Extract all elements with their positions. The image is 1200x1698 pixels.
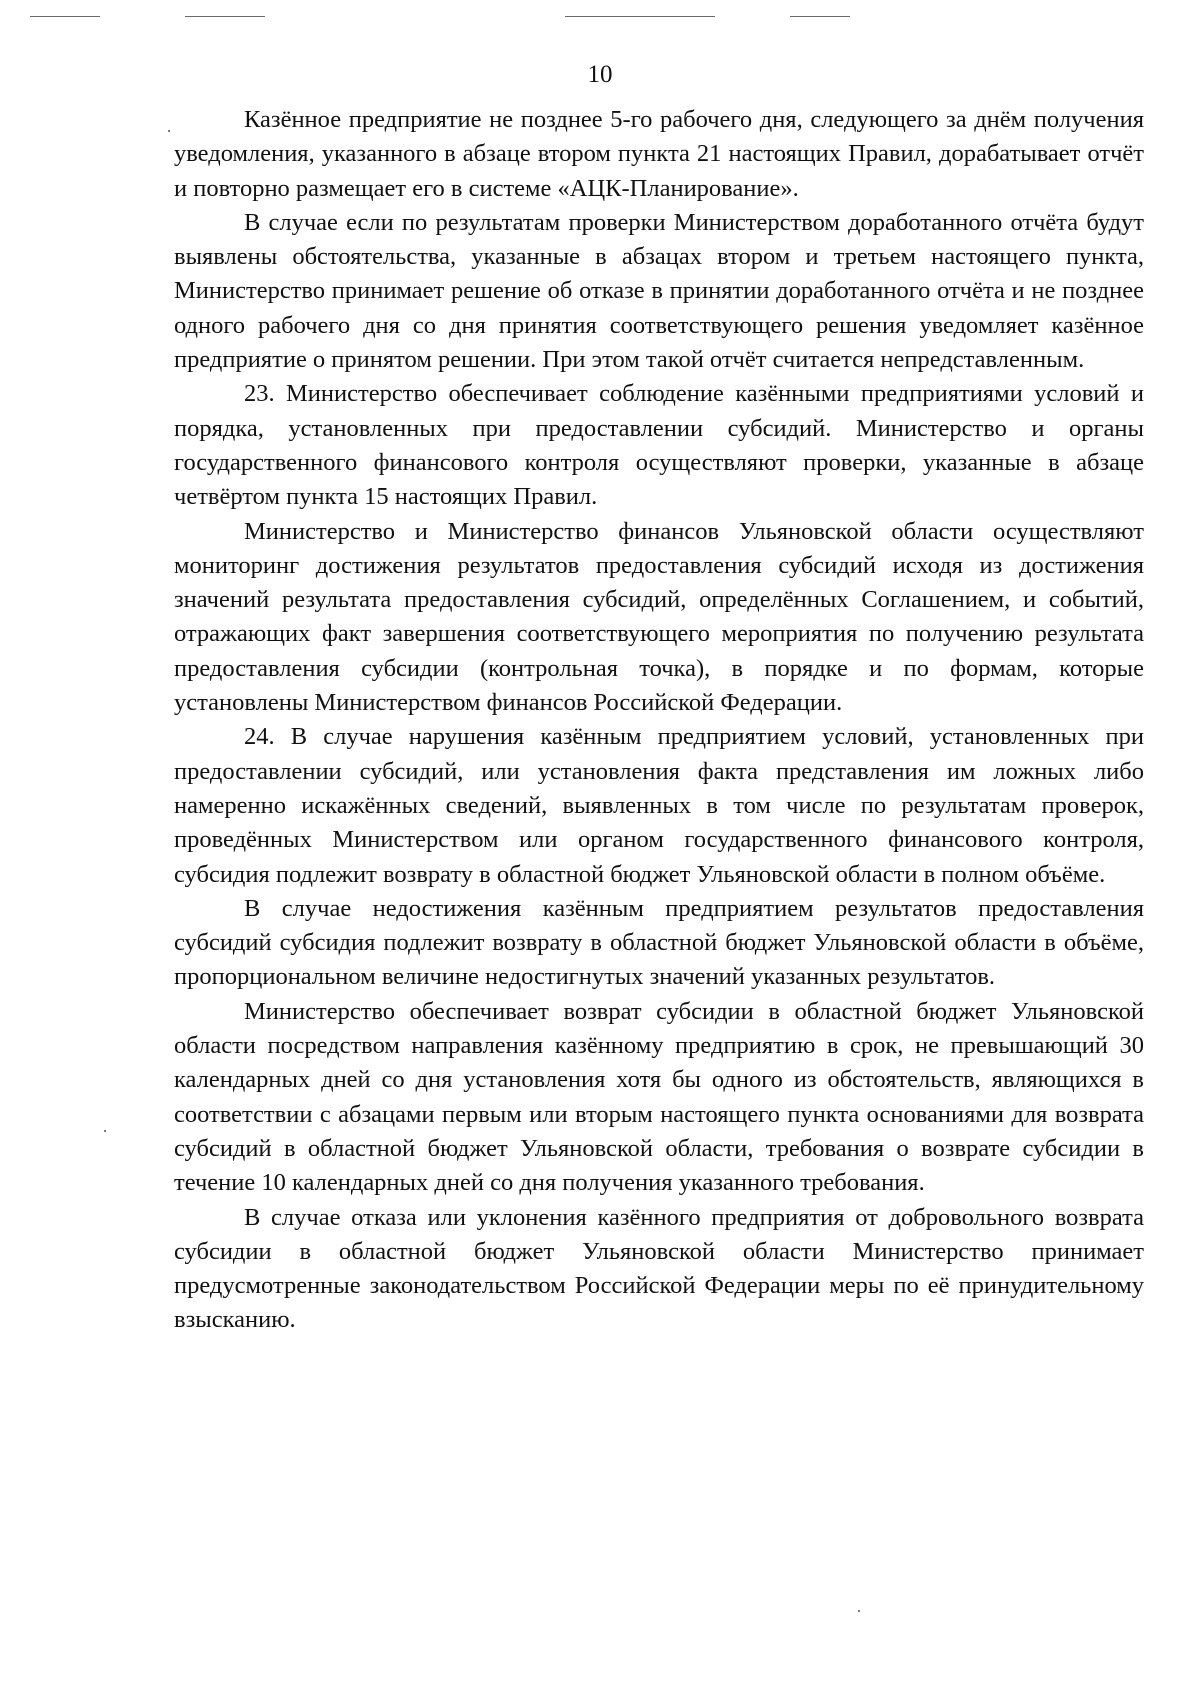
paragraph: Министерство обеспечивает возврат субсидии в областной бюджет Ульяновской области посредством направления казённому предприятию в срок, не превышающий 30 календарных дней со дня установления хотя бы одного из обстоятельств, являющихся в соответствии с абзацами первым или вторым настоящего пункта основаниями для возврата субсидий в областной бюджет Ульяновской области, требования о возврате субсидии в течение 10 календарных дней со дня получения указанного требования.: [174, 997, 1144, 1197]
page-number: 10: [587, 61, 613, 88]
scan-artifact-top-center: [565, 16, 715, 17]
document-body: [174, 103, 1144, 1338]
scan-artifact-dot: [858, 1610, 860, 1612]
paragraph: 24. В случае нарушения казённым предприятием условий, установленных при предоставлении субсидий, или установления факта представления им ложных либо намеренно искажённых сведений, выявленных в том числе по результатам проверок, проведённых Министерством или органом государственного финансового контроля, субсидия подлежит возврату в областной бюджет Ульяновской области в полном объёме.: [174, 723, 1144, 888]
paragraph: Казённое предприятие не позднее 5-го рабочего дня, следующего за днём получения уведомления, указанного в абзаце втором пункта 21 настоящих Правил, дорабатывает отчёт и повторно размещает его в системе «АЦК-Планирование».: [174, 106, 1144, 202]
paragraph: В случае если по результатам проверки Министерством доработанного отчёта будут выявлены обстоятельства, указанные в абзацах втором и третьем настоящего пункта, Министерство принимает решение об отказе в принятии доработанного отчёта и не позднее одного рабочего дня со дня принятия соответствующего решения уведомляет казённое предприятие о принятом решении. При этом такой отчёт считается непредставленным.: [174, 208, 1144, 374]
paragraph: 23. Министерство обеспечивает соблюдение казёнными предприятиями условий и порядка, установленных при предоставлении субсидий. Министерство и органы государственного финансового контроля осуществляют проверки, указанные в абзаце четвёртом пункта 15 настоящих Правил.: [174, 380, 1144, 511]
scan-artifact-dot: [104, 1130, 106, 1132]
scan-artifact-top-mid-left: [185, 16, 265, 17]
scan-artifact-dot: [168, 130, 170, 132]
paragraph: В случае недостижения казённым предприятием результатов предоставления субсидий субсидия подлежит возврату в областной бюджет Ульяновской области в объёме, пропорциональном величине недостигнутых значений указанных результатов.: [174, 894, 1144, 991]
scan-artifact-top-right: [790, 16, 850, 17]
scan-artifact-top-left: [30, 16, 100, 17]
paragraph: Министерство и Министерство финансов Ульяновской области осуществляют мониторинг достижения результатов предоставления субсидий исходя из достижения значений результата предоставления субсидий, определённых Соглашением, и событий, отражающих факт завершения соответствующего мероприятия по получению результата предоставления субсидии (контрольная точка), в порядке и по формам, которые установлены Министерством финансов Российской Федерации.: [174, 517, 1144, 717]
paragraph: В случае отказа или уклонения казённого предприятия от добровольного возврата субсидии в областной бюджет Ульяновской области Министерство принимает предусмотренные законодательством Российской Федерации меры по её принудительному взысканию.: [174, 1203, 1144, 1334]
